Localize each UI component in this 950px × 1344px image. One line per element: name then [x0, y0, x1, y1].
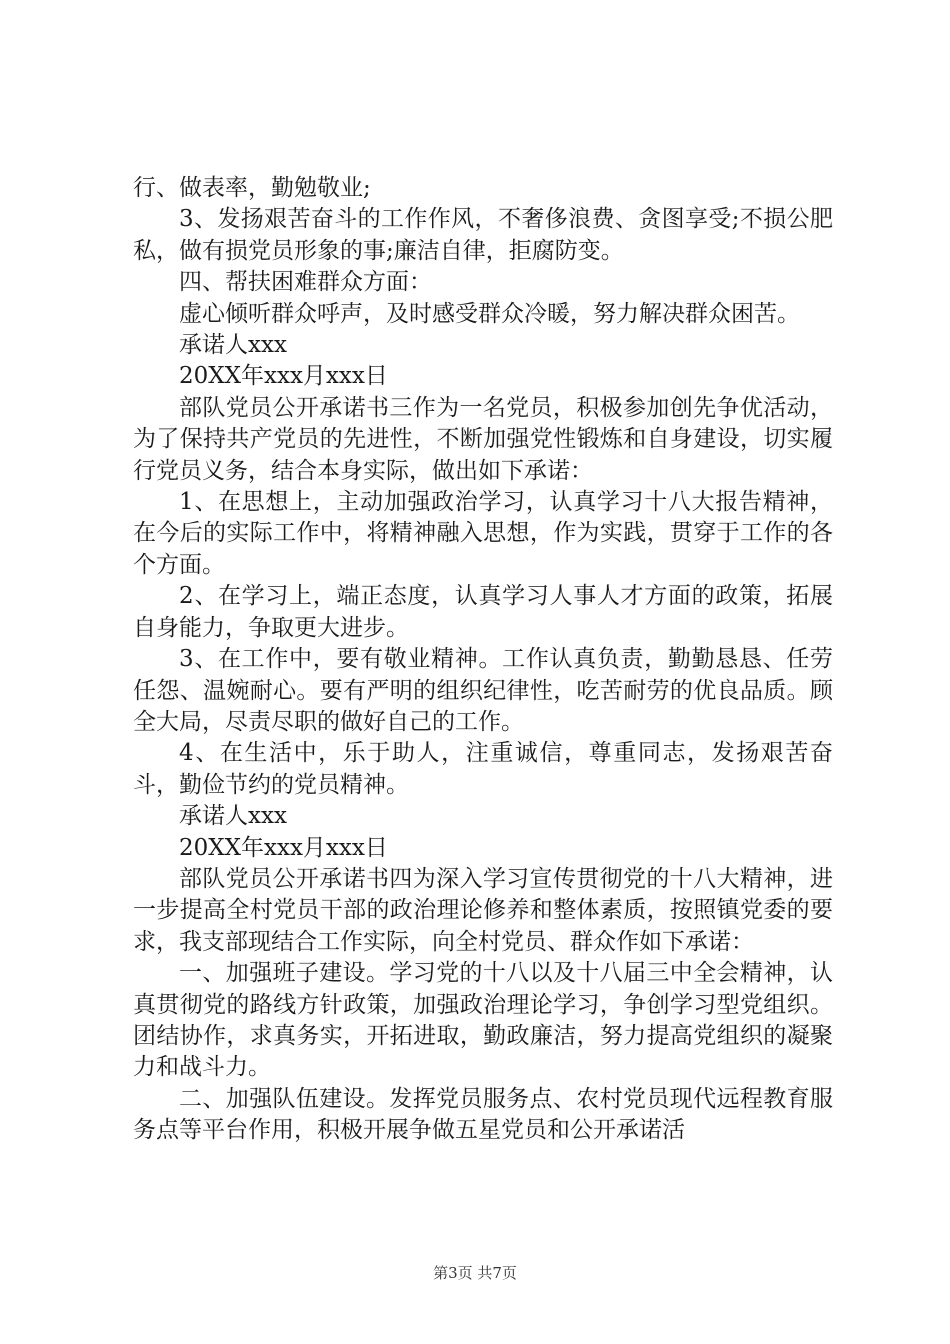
- paragraph: 二、加强队伍建设。发挥党员服务点、农村党员现代远程教育服务点等平台作用，积极开展争做五星党员和公开承诺活: [133, 1085, 833, 1144]
- page-footer: 第3页 共7页: [433, 1264, 517, 1282]
- date-line: 20XX年xxx月xxx日: [179, 363, 388, 390]
- signatory-line: 承诺人xxx: [179, 332, 287, 359]
- date-line: 20XX年xxx月xxx日: [179, 834, 388, 861]
- paragraph: 4、在生活中，乐于助人，注重诚信，尊重同志，发扬艰苦奋斗，勤俭节约的党员精神。: [133, 740, 833, 798]
- body-text: [133, 173, 833, 1147]
- paragraph: 一、加强班子建设。学习党的十八以及十八届三中全会精神，认真贯彻党的路线方针政策，加强政治理论学习，争创学习型党组织。团结协作，求真务实，开拓进取，勤政廉洁，努力提高党组织的凝聚力和战斗力。: [133, 960, 833, 1081]
- paragraph: 部队党员公开承诺书四为深入学习宣传贯彻党的十八大精神，进一步提高全村党员干部的政治理论修养和整体素质，按照镇党委的要求，我支部现结合工作实际，向全村党员、群众作如下承诺：: [133, 865, 833, 955]
- signatory-line: 承诺人xxx: [179, 803, 287, 830]
- paragraph: 3、发扬艰苦奋斗的工作作风，不奢侈浪费、贪图享受;不损公肥私，做有损党员形象的事;廉洁自律，拒腐防变。: [133, 206, 833, 264]
- paragraph: 虚心倾听群众呼声，及时感受群众冷暖，努力解决群众困苦。: [179, 300, 800, 327]
- paragraph: 3、在工作中，要有敬业精神。工作认真负责，勤勤恳恳、任劳任怨、温婉耐心。要有严明的组织纪律性，吃苦耐劳的优良品质。顾全大局，尽责尽职的做好自己的工作。: [133, 646, 833, 735]
- paragraph: 行、做表率，勤勉敬业;: [133, 175, 371, 201]
- section-heading: 四、帮扶困难群众方面：: [179, 269, 432, 296]
- paragraph: 部队党员公开承诺书三作为一名党员，积极参加创先争优活动，为了保持共产党员的先进性，不断加强党性锻炼和自身建设，切实履行党员义务，结合本身实际，做出如下承诺：: [133, 394, 833, 484]
- paragraph: 2、在学习上，端正态度，认真学习人事人才方面的政策，拓展自身能力，争取更大进步。: [133, 583, 833, 641]
- paragraph: 1、在思想上，主动加强政治学习，认真学习十八大报告精神，在今后的实际工作中，将精神融入思想，作为实践，贯穿于工作的各个方面。: [133, 489, 833, 578]
